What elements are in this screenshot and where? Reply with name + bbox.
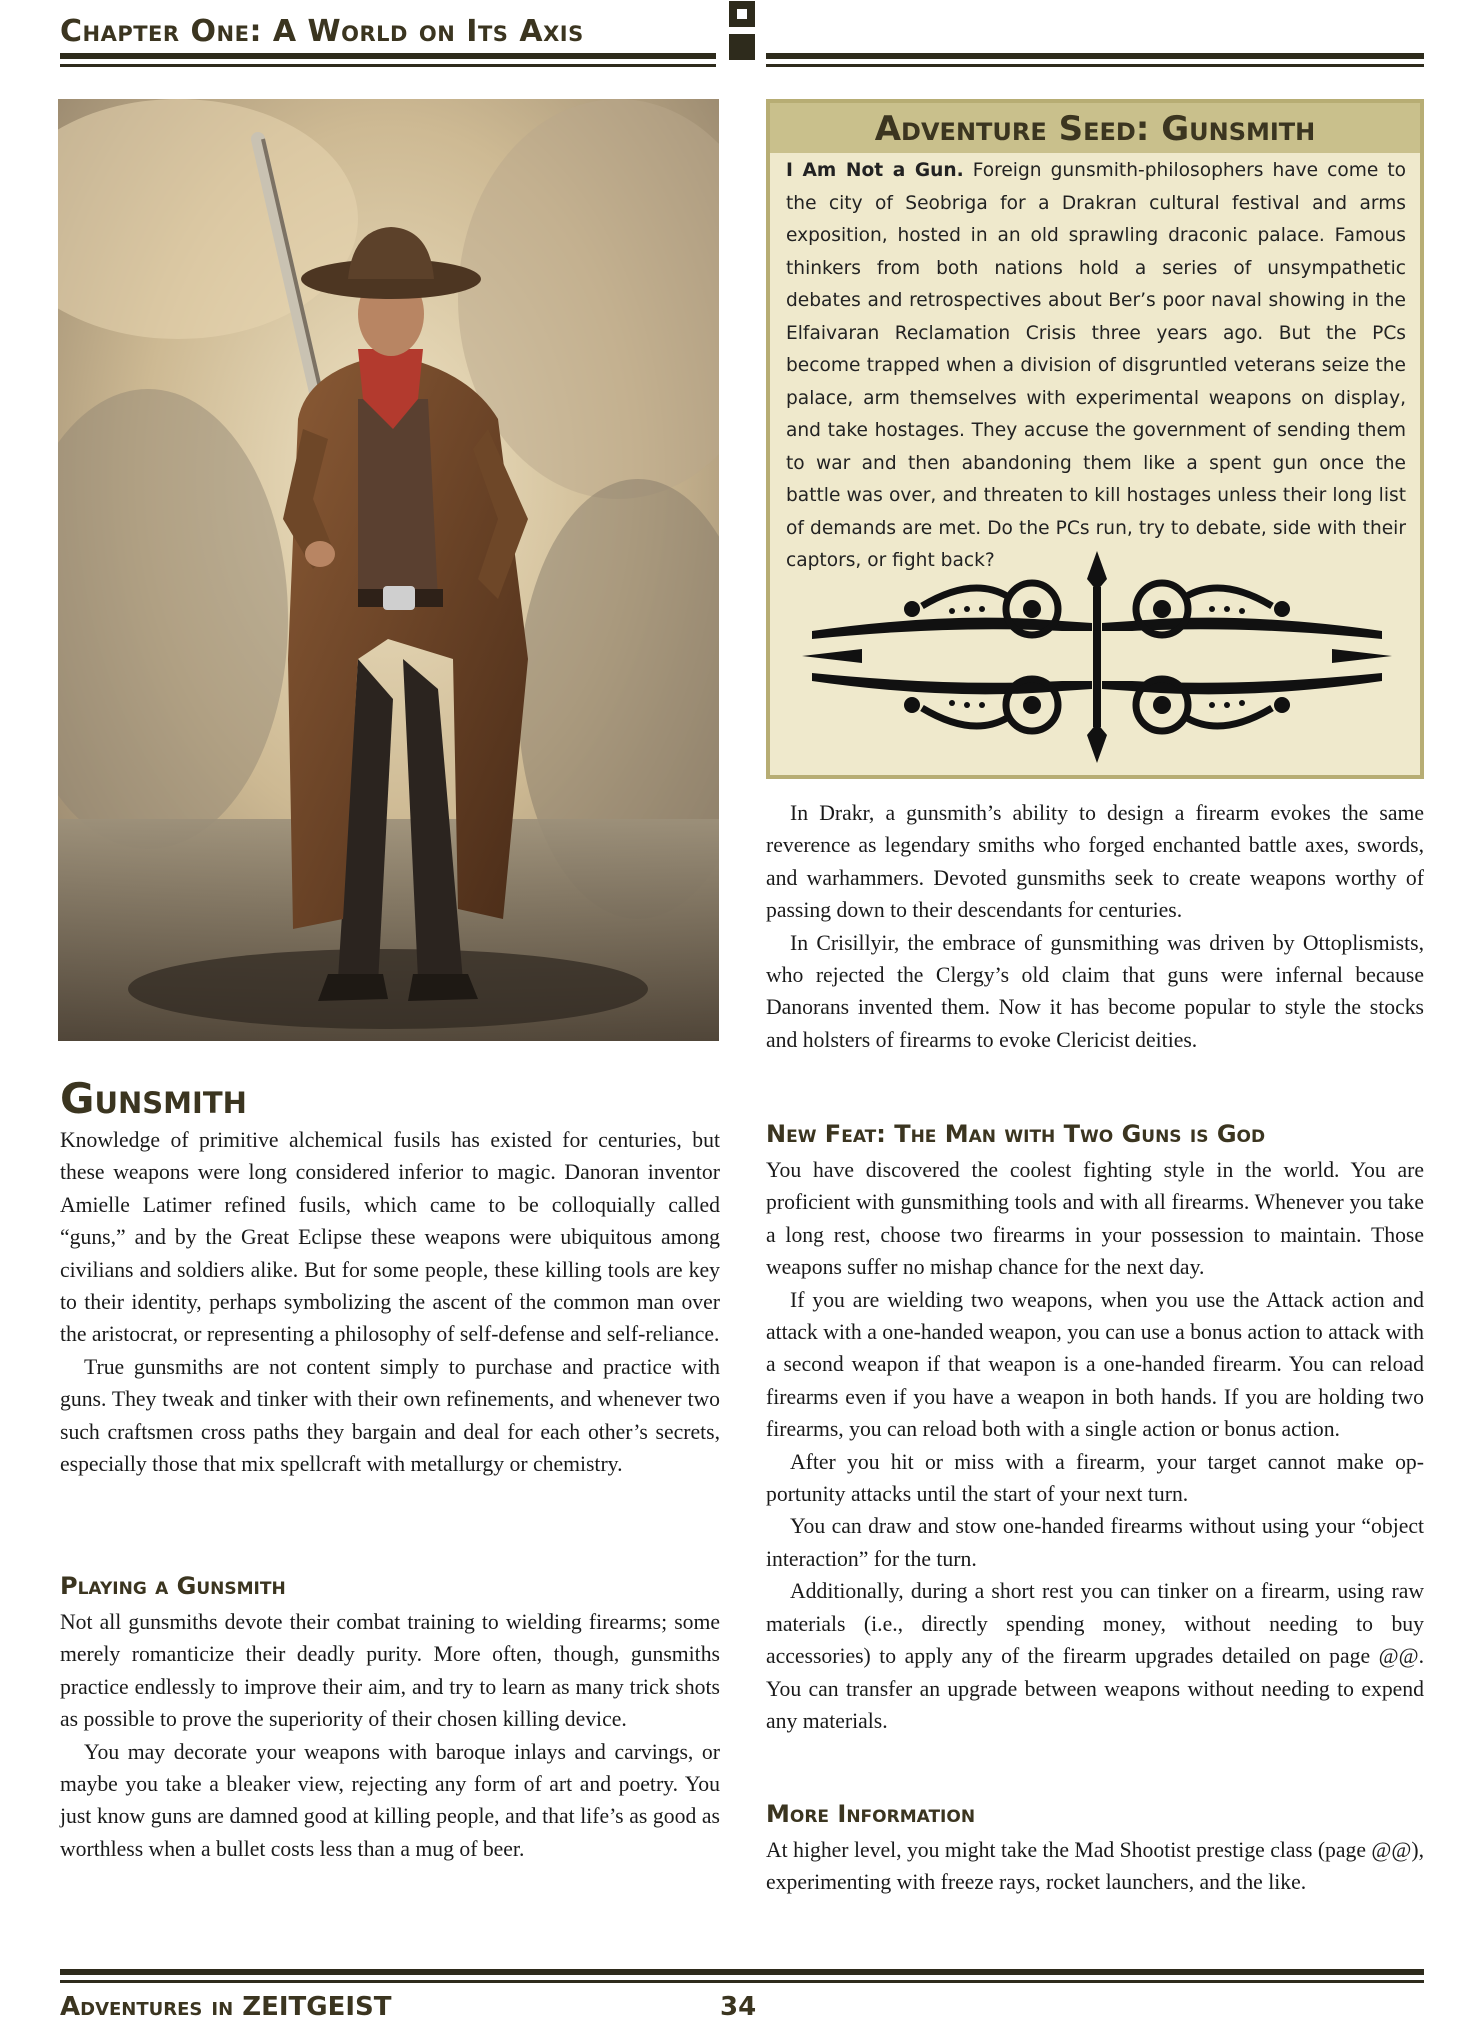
page-number: 34 [720, 1992, 757, 2022]
paragraph: Knowledge of primitive alchemical fusils has existed for centuries, but these weapons were long considered inferior to magic. Danoran inventor Amielle Latimer refined fusils, which came to be colloquially called “guns,” and by the Great Eclipse these weapons were ubiquitous among civilians and soldiers alike. But for some people, these killing tools are key to their identity, perhaps symbolizing the ascent of the common man over the aristocrat, or representing a philosophy of self-defense and self-reliance. [60, 1128, 720, 1347]
regional-text [766, 797, 1424, 1056]
header-ornament-hole [737, 9, 747, 19]
footer-rule-thin [60, 1980, 1424, 1983]
paragraph: At higher level, you might take the Mad Shootist prestige class (page @@), experimenting with freeze rays, rocket launchers, and the like. [766, 1838, 1424, 1895]
adventure-seed-sidebar [766, 99, 1424, 779]
header-rule-thin [766, 64, 1424, 67]
subheading: Playing a Gunsmith [60, 1572, 286, 1600]
sidebar-text [786, 155, 1406, 578]
header-ornament-box [729, 34, 755, 60]
paragraph: In Crisillyir, the embrace of gunsmithing was driven by Ottoplismists, who rejected the Clergy’s old claim that guns were infernal because Danorans invented them. Now it has become popular to style the stocks and holsters of firearms to evoke Clericist deities. [766, 930, 1424, 1052]
subheading: More Information [766, 1800, 976, 1828]
sidebar-lead: I Am Not a Gun. [786, 160, 964, 181]
gunsmith-illustration [58, 99, 719, 1041]
paragraph: After you hit or miss with a firearm, your target cannot make opportunity attacks until the start of your next turn. [766, 1449, 1424, 1507]
paragraph: You can draw and stow one-handed firearms without using your “object interaction” for the turn. [766, 1514, 1424, 1571]
header-rule-thin [60, 64, 716, 67]
header-rule [766, 53, 1424, 59]
feat-text [766, 1154, 1424, 1737]
paragraph: True gunsmiths are not content simply to purchase and practice with guns. They tweak and tinker with their own refinements, and whenever two such craftsmen cross paths they bargain and deal for each other’s secrets, especially those that mix spellcraft with metallurgy or chemistry. [60, 1354, 720, 1477]
header-rule [60, 53, 716, 59]
more-info-text [766, 1834, 1424, 1899]
footer-rule [60, 1969, 1424, 1975]
section-heading: Gunsmith [60, 1074, 247, 1123]
running-header: Chapter One: A World on Its Axis [60, 14, 584, 49]
paragraph: Additionally, during a short rest you can tinker on a firearm, using raw materials (i.e., directly spending money, without needing to buy accessories) to apply any of the firearm upgrades detailed on page @@. You can transfer an upgrade between weapons without needing to expend any materials. [766, 1579, 1424, 1733]
playing-text [60, 1606, 720, 1865]
sidebar-body: Foreign gunsmith-philosophers have come to the city of Seobriga for a Drakran cultural festival and arms exposition, hosted in an old sprawling draconic palace. Famous thinkers from both nations hold a series of unsympathetic debates and retrospectives about Ber’s poor naval showing in the Elfaivaran Reclamation Crisis three years ago. But the PCs become trapped when a division of disgruntled veterans seize the palace, arm themselves with experimental weapons on display, and take hostages. They accuse the government of sending them to war and then abandoning them like a spent gun once the battle was over, and threaten to kill hostages unless their long list of demands are met. Do the PCs run, try to debate, side with their captors, or fight back? [786, 160, 1406, 571]
paragraph: If you are wielding two weapons, when you use the Attack action and attack with a one-handed weapon, you can use a bonus action to attack with a second weapon if that weapon is a one-handed firearm. You can reload firearms even if you have a weapon in both hands. If you are holding two firearms, you can reload both with a single action or bonus action. [766, 1287, 1424, 1442]
sidebar-title: Adventure Seed: Gunsmith [874, 109, 1316, 149]
paragraph: Not all gunsmiths devote their combat training to wielding firearms; some merely romanticize their deadly purity. More often, though, gunsmiths practice endlessly to improve their aim, and try to learn as many trick shots as possible to prove the superiority of their chosen killing device. [60, 1610, 720, 1732]
footer-title: Adventures in ZEITGEIST [60, 1992, 392, 2022]
paragraph: You have discovered the coolest fighting style in the world. You are proficient with gunsmithing tools and with all firearms. Whenever you take a long rest, choose two firearms in your possession to maintain. Those weapons suffer no mishap chance for the next day. [766, 1158, 1424, 1280]
paragraph: In Drakr, a gunsmith’s ability to design a firearm evokes the same reverence as legendary smiths who forged enchanted battle axes, swords, and warhammers. Devoted gunsmiths seek to create weapons worthy of passing down to their descendants for centuries. [766, 801, 1424, 923]
scroll-ornament [802, 551, 1392, 763]
intro-text [60, 1124, 720, 1480]
subheading: New Feat: The Man with Two Guns is God [766, 1120, 1266, 1148]
paragraph: You may decorate your weapons with baroque inlays and carvings, or maybe you take a bleaker view, rejecting any form of art and poetry. You just know guns are damned good at killing people, and that life’s as good as worthless when a bullet costs less than a mug of beer. [60, 1739, 720, 1861]
